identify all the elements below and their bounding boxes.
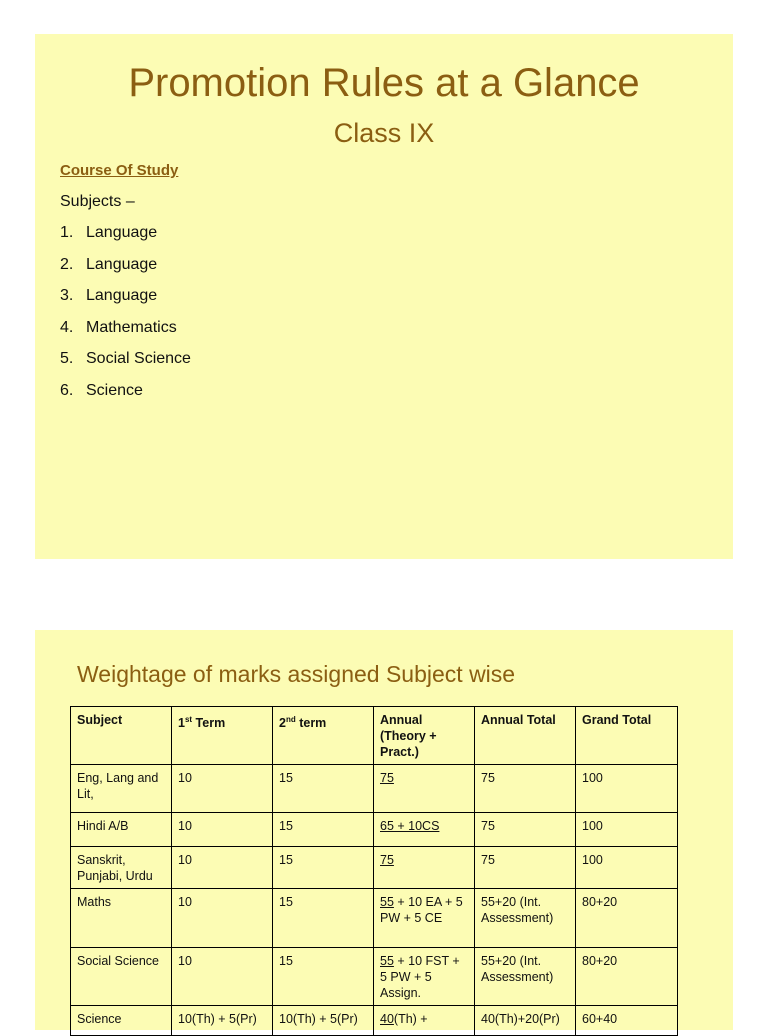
- slide-weightage: [35, 630, 733, 1030]
- list-number: 1.: [60, 224, 74, 241]
- cell-annual-total: 55+20 (Int. Assessment): [475, 948, 576, 1006]
- cell-term1: 10: [172, 948, 273, 1006]
- header-annual-total: Annual Total: [475, 707, 576, 765]
- weightage-table: [70, 706, 678, 1036]
- cell-annual: 55 + 10 FST + 5 PW + 5 Assign.: [374, 948, 475, 1006]
- table-row: [71, 765, 678, 813]
- table-row: [71, 948, 678, 1006]
- cell-grand-total: 100: [576, 765, 678, 813]
- cell-term2: 15: [273, 813, 374, 847]
- cell-annual: 75: [374, 847, 475, 889]
- cell-subject: Social Science: [71, 948, 172, 1006]
- cell-term1: 10: [172, 813, 273, 847]
- header-term1: 1st Term: [172, 707, 273, 765]
- header-subject: Subject: [71, 707, 172, 765]
- cell-subject: Eng, Lang and Lit,: [71, 765, 172, 813]
- table-row: [71, 847, 678, 889]
- subjects-intro: Subjects –: [60, 193, 135, 210]
- cell-term2: 15: [273, 948, 374, 1006]
- subject-name: Language: [86, 255, 158, 273]
- slide-course-of-study: [35, 34, 733, 559]
- list-number: 3.: [60, 287, 74, 304]
- cell-term1: 10: [172, 889, 273, 948]
- cell-annual: 65 + 10CS: [374, 813, 475, 847]
- cell-grand-total: 60+40: [576, 1006, 678, 1036]
- subject-list: [60, 224, 191, 413]
- cell-annual: 55 + 10 EA + 5 PW + 5 CE: [374, 889, 475, 948]
- cell-term2: 15: [273, 889, 374, 948]
- table-row: [71, 1006, 678, 1036]
- list-item: [60, 287, 191, 319]
- subject-name: Science: [86, 381, 143, 399]
- subject-name: Social Science: [86, 350, 191, 367]
- cell-grand-total: 100: [576, 813, 678, 847]
- cell-grand-total: 80+20: [576, 948, 678, 1006]
- class-subtitle: Class IX: [333, 118, 435, 148]
- table-row: [71, 813, 678, 847]
- cell-annual: 40(Th) +: [374, 1006, 475, 1036]
- list-number: 5.: [60, 350, 74, 367]
- list-item: [60, 382, 191, 414]
- cell-annual-total: 75: [475, 847, 576, 889]
- table-row: [71, 889, 678, 948]
- cell-annual-total: 75: [475, 813, 576, 847]
- subject-name: Language: [86, 224, 158, 241]
- cell-annual-total: 55+20 (Int. Assessment): [475, 889, 576, 948]
- cell-annual: 75: [374, 765, 475, 813]
- cell-subject: Maths: [71, 889, 172, 948]
- cell-term2: 15: [273, 847, 374, 889]
- cell-term1: 10(Th) + 5(Pr): [172, 1006, 273, 1036]
- cell-subject: Sanskrit, Punjabi, Urdu: [71, 847, 172, 889]
- page-title: Promotion Rules at a Glance: [128, 61, 640, 105]
- cell-grand-total: 80+20: [576, 889, 678, 948]
- header-annual: Annual (Theory + Pract.): [374, 707, 475, 765]
- cell-term2: 10(Th) + 5(Pr): [273, 1006, 374, 1036]
- list-item: [60, 350, 191, 382]
- table-header-row: [71, 707, 678, 765]
- header-term2: 2nd term: [273, 707, 374, 765]
- list-item: [60, 224, 191, 256]
- list-number: 6.: [60, 381, 74, 399]
- cell-grand-total: 100: [576, 847, 678, 889]
- course-of-study-heading: Course Of Study: [60, 162, 179, 179]
- subject-name: Language: [86, 287, 158, 304]
- list-item: [60, 256, 191, 288]
- cell-term2: 15: [273, 765, 374, 813]
- subject-name: Mathematics: [86, 318, 177, 336]
- cell-term1: 10: [172, 765, 273, 813]
- cell-subject: Hindi A/B: [71, 813, 172, 847]
- header-grand-total: Grand Total: [576, 707, 678, 765]
- weightage-title: Weightage of marks assigned Subject wise: [77, 661, 516, 687]
- cell-term1: 10: [172, 847, 273, 889]
- cell-annual-total: 75: [475, 765, 576, 813]
- cell-annual-total: 40(Th)+20(Pr): [475, 1006, 576, 1036]
- list-number: 2.: [60, 255, 74, 273]
- list-item: [60, 319, 191, 351]
- cell-subject: Science: [71, 1006, 172, 1036]
- list-number: 4.: [60, 318, 74, 336]
